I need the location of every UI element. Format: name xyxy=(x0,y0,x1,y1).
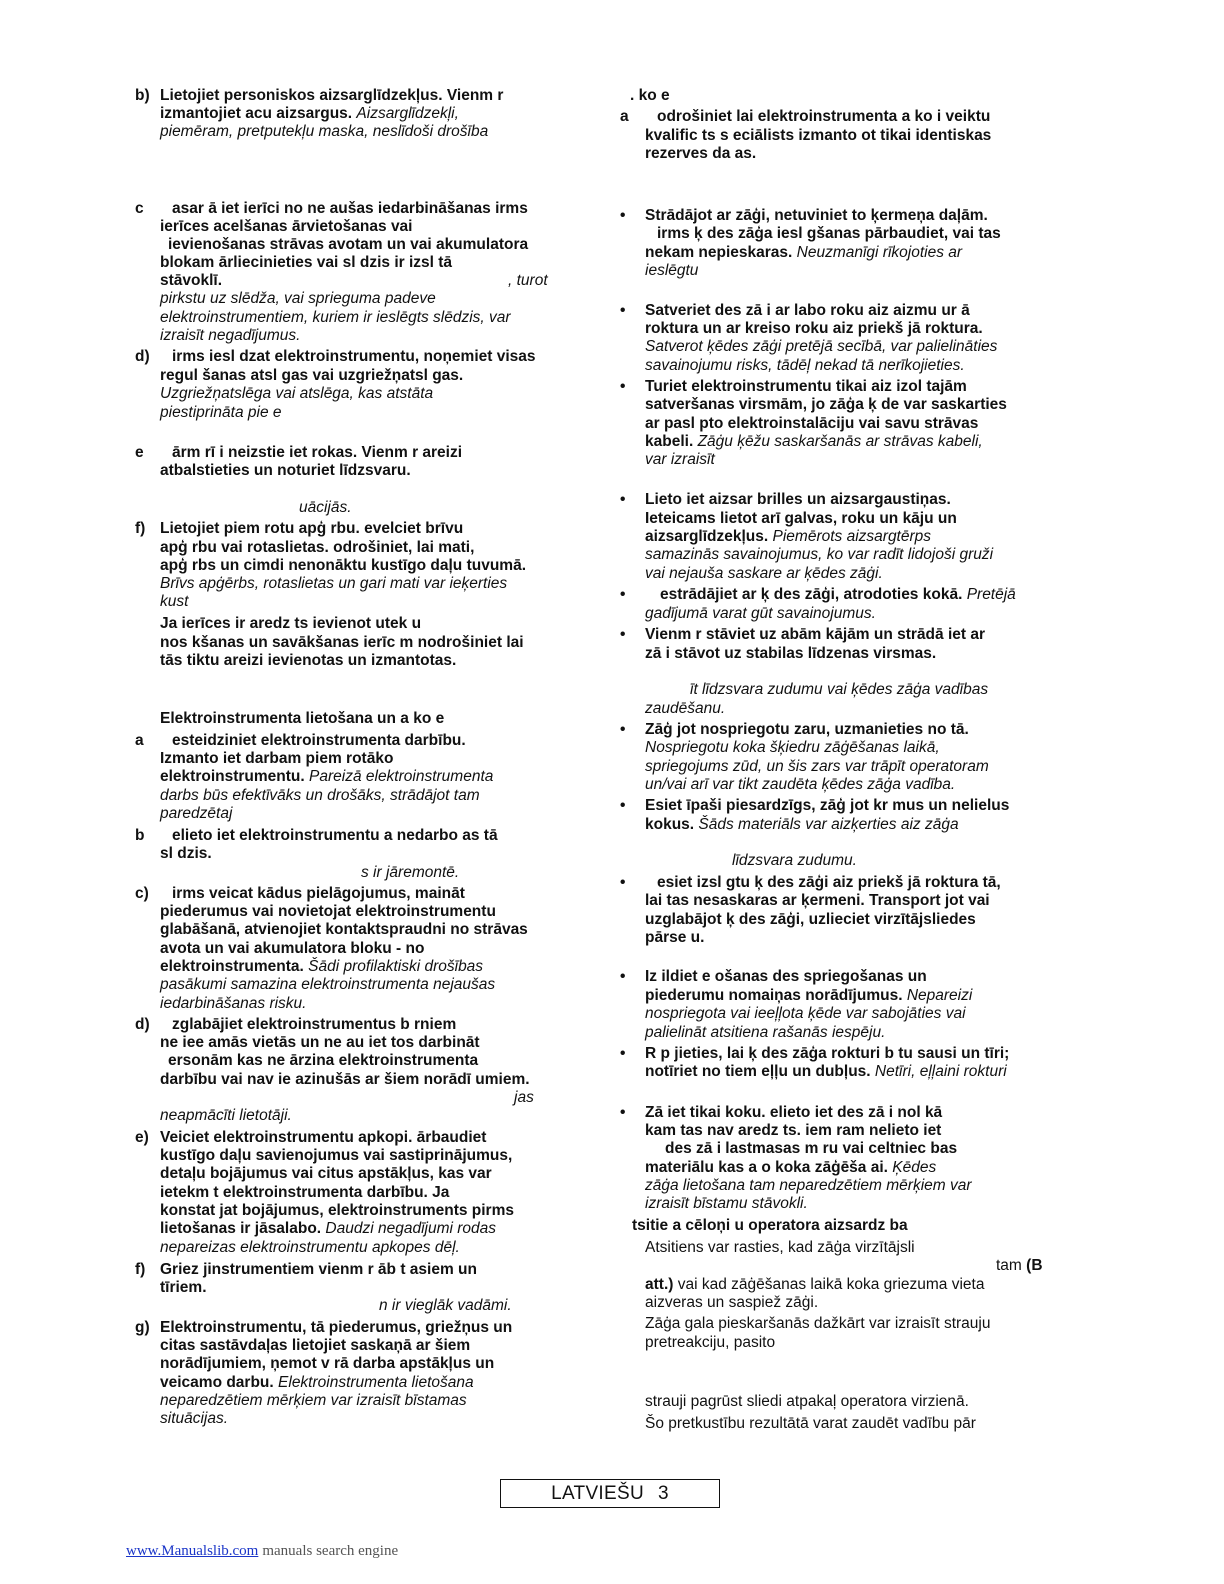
text-line: Strādājot ar zāģi, netuviniet to ķermeņa daļām. xyxy=(645,207,988,224)
text-line: konstat jat bojājumus, elektroinstruments pirms xyxy=(160,1202,514,1219)
text-line: izraisīt bīstamu stāvokli. xyxy=(645,1195,808,1212)
text-line: izmantojiet acu aizsargus. Aizsarglīdzekļi, xyxy=(160,105,459,122)
text-line: strauji pagrūst sliedi atpakaļ operatora virzienā. xyxy=(645,1393,969,1410)
text-line: materiālu kas a o koka zāģēša ai. Ķēdes xyxy=(645,1159,937,1176)
text-line: piederumus vai novietojat elektroinstrumentu xyxy=(160,903,496,920)
text-line: lietošanas ir jāsalabo. Daudzi negadījumi rodas xyxy=(160,1220,497,1237)
text-line: ietekm t elektroinstrumenta darbību. Ja xyxy=(160,1184,450,1201)
text-line: paredzētaj xyxy=(160,805,233,822)
text-line: darbību vai nav ie azinušās ar šiem norādī umiem. xyxy=(160,1071,530,1088)
item-marker: a xyxy=(620,108,629,125)
text-line: glabāšanā, atvienojiet kontaktspraudni no strāvas xyxy=(160,921,528,938)
text-line: Zāģ jot nospriegotu zaru, uzmanieties no tā. xyxy=(645,721,969,738)
bullet: • xyxy=(620,1045,626,1062)
item-marker: d) xyxy=(135,348,150,365)
text-line: att.) vai kad zāģēšanas laikā koka griezuma vieta xyxy=(645,1276,985,1293)
text-line: tās tiktu areizi ievienotas un izmantotas. xyxy=(160,652,457,669)
text-line: aizveras un saspiež zāģi. xyxy=(645,1294,819,1311)
text-line: elektroinstrumentiem, kuriem ir ieslēgts slēdzis, var xyxy=(160,309,511,326)
text-line: īt līdzsvara zudumu vai ķēdes zāģa vadības xyxy=(690,681,989,698)
text-line: tam (B xyxy=(996,1257,1043,1274)
text-line: kust xyxy=(160,593,189,610)
text-line: detaļu bojājumus vai citus apstākļus, kas var xyxy=(160,1165,492,1182)
text-line: zāģa lietošana tam neparedzētiem mērķiem var xyxy=(645,1177,972,1194)
text-line: pārse u. xyxy=(645,929,705,946)
text-line: esteidziniet elektroinstrumenta darbību. xyxy=(172,732,466,749)
item-marker: f) xyxy=(135,520,146,537)
text-line: , turot xyxy=(508,272,548,289)
text-line: Griez jinstrumentiem vienm r āb t asiem un xyxy=(160,1261,477,1278)
text-line: Iz ildiet e ošanas des spriegošanas un xyxy=(645,968,927,985)
bullet: • xyxy=(620,302,626,319)
text-line: zaudēšanu. xyxy=(645,700,726,717)
page-number: 3 xyxy=(657,1483,669,1504)
text-line: apģ rbs un cimdi nenonāktu kustīgo daļu tuvumā. xyxy=(160,557,527,574)
text-line: Brīvs apģērbs, rotaslietas un gari mati var ieķerties xyxy=(160,575,508,592)
text-line: Lieto iet aizsar brilles un aizsargaustiņas. xyxy=(645,491,951,508)
text-line: aizsarglīdzekļus. Piemērots aizsargtērps xyxy=(645,528,932,545)
item-marker: d) xyxy=(135,1016,150,1033)
text-line: rezerves da as. xyxy=(645,145,757,162)
text-line: elektroinstrumenta. Šādi profilaktiski drošības xyxy=(160,958,484,975)
text-line: sl dzis. xyxy=(160,845,212,862)
bullet: • xyxy=(620,586,626,603)
text-line: irms iesl dzat elektroinstrumentu, noņemiet visas xyxy=(172,348,536,365)
text-line: n ir vieglāk vadāmi. xyxy=(379,1297,512,1314)
item-marker: c) xyxy=(135,885,149,902)
text-line: s ir jāremontē. xyxy=(361,864,460,881)
text-line: pasākumi samazina elektroinstrumenta nejaušas xyxy=(160,976,496,993)
text-line: avota un vai akumulatora bloku - no xyxy=(160,940,425,957)
item-marker: b xyxy=(135,827,145,844)
text-line: irms ķ des zāģa iesl gšanas pārbaudiet, vai tas xyxy=(657,225,1001,242)
text-line: spriegojums zūd, un šis zars var trāpīt operatoram xyxy=(645,758,989,775)
text-line: izraisīt negadījumus. xyxy=(160,327,301,344)
text-line: R p jieties, lai ķ des zāģa rokturi b tu sausi un tīri; xyxy=(645,1045,1010,1062)
text-line: palielināt atsitiena rašanās iespēju. xyxy=(645,1024,886,1041)
text-line: estrādājiet ar ķ des zāģi, atrodoties kokā. Pretējā xyxy=(660,586,1016,603)
text-line: ar pasl pto elektroinstalāciju vai savu strāvas xyxy=(645,415,979,432)
text-line: notīriet no tiem eļļu un dubļus. Netīri, eļļaini rokturi xyxy=(645,1063,1007,1080)
text-line: Zāģa gala pieskaršanās dažkārt var izraisīt strauju xyxy=(645,1315,991,1332)
text-line: roktura un ar kreiso roku aiz priekš jā roktura. xyxy=(645,320,983,337)
watermark-text: manuals search engine xyxy=(262,1543,399,1559)
bullet: • xyxy=(620,626,626,643)
text-line: Izmanto iet darbam piem rotāko xyxy=(160,750,394,767)
text-line: var izraisīt xyxy=(645,451,715,468)
text-line: Elektroinstrumentu, tā piederumus, griežņus un xyxy=(160,1319,513,1336)
text-line: ieslēgtu xyxy=(645,262,699,279)
bullet: • xyxy=(620,721,626,738)
text-line: veicamo darbu. Elektroinstrumenta lietošana xyxy=(160,1374,474,1391)
item-marker: g) xyxy=(135,1319,150,1336)
text-line: nos kšanas un savākšanas ierīc m nodrošiniet lai xyxy=(160,634,524,651)
text-line: apģ rbu vai rotaslietas. odrošiniet, lai mati, xyxy=(160,539,475,556)
text-line: Šo pretkustību rezultātā varat zaudēt vadību pār xyxy=(645,1415,976,1432)
text-line: regul šanas atsl gas vai uzgriežņatsl gas. xyxy=(160,367,464,384)
text-line: gadījumā varat gūt savainojumus. xyxy=(645,605,876,622)
text-line: Turiet elektroinstrumentu tikai aiz izol tajām xyxy=(645,378,967,395)
text-line: Lietojiet piem rotu apģ rbu. evelciet brīvu xyxy=(160,520,464,537)
text-line: satveršanas virsmām, jo zāģa ķ de var saskarties xyxy=(645,396,1007,413)
text-line: pirkstu uz slēdža, vai sprieguma padeve xyxy=(160,290,436,307)
text-line: Ieteicams lietot arī galvas, roku un kāju un xyxy=(645,510,957,527)
bullet: • xyxy=(620,207,626,224)
text-line: blokam ārliecinieties vai sl dzis ir izsl tā xyxy=(160,254,453,271)
item-marker: e xyxy=(135,444,144,461)
text-line: citas sastāvdaļas lietojiet saskaņā ar šiem xyxy=(160,1337,471,1354)
section-heading: tsitie a cēloņi u operatora aizsardz ba xyxy=(632,1217,908,1234)
watermark xyxy=(126,1543,398,1560)
text-line: lai tas nesaskaras ar ķermeni. Transport jot vai xyxy=(645,892,990,909)
text-line: tīriem. xyxy=(160,1279,207,1296)
text-line: Esiet īpaši piesardzīgs, zāģ jot kr mus un nelielus xyxy=(645,797,1010,814)
text-line: kvalific ts s eciālists izmanto ot tikai identiskas xyxy=(645,127,992,144)
text-line: kam tas nav aredz ts. iem ram nelieto iet xyxy=(645,1122,942,1139)
manualslib-link[interactable]: www.Manualslib.com xyxy=(126,1543,259,1559)
text-line: situācijas. xyxy=(160,1410,229,1427)
text-line: jas xyxy=(514,1089,534,1106)
bullet: • xyxy=(620,378,626,395)
text-line: Lietojiet personiskos aizsarglīdzekļus. Vienm r xyxy=(160,87,504,104)
text-line: nepareizas elektroinstrumentu apkopes dēļ. xyxy=(160,1239,460,1256)
text-line: ersonām kas ne ārzina elektroinstrumenta xyxy=(168,1052,479,1069)
item-marker: e) xyxy=(135,1129,149,1146)
text-line: un/vai arī var tikt zaudēta ķēdes zāģa vadība. xyxy=(645,776,956,793)
item-marker: b) xyxy=(135,87,150,104)
text-line: vai nejauša saskare ar ķēdes zāģi. xyxy=(645,565,883,582)
text-line: Ja ierīces ir aredz ts ievienot utek u xyxy=(160,615,422,632)
text-line: līdzsvara zudumu. xyxy=(732,852,857,869)
text-line: piestiprināta pie e xyxy=(160,404,282,421)
text-line: neapmācīti lietotāji. xyxy=(160,1107,292,1124)
text-line: kabeli. Zāģu ķēžu saskaršanās ar strāvas kabeli, xyxy=(645,433,983,450)
text-line: uācijās. xyxy=(299,499,352,516)
text-line: nospriegota vai ieeļļota ķēde var sabojāties vai xyxy=(645,1005,966,1022)
item-marker: c xyxy=(135,200,144,217)
text-line: Vienm r stāviet uz abām kājām un strādā iet ar xyxy=(645,626,985,643)
text-line: Satveriet des zā i ar labo roku aiz aizmu ur ā xyxy=(645,302,970,319)
bullet: • xyxy=(620,874,626,891)
page-footer-label xyxy=(500,1479,720,1508)
text-line: darbs būs efektīvāks un drošāks, strādājot tam xyxy=(160,787,480,804)
text-line: savainojumu risks, tādēļ nekad tā nerīkojieties. xyxy=(645,357,965,374)
section-heading: . ko e xyxy=(630,87,670,104)
text-line: Satverot ķēdes zāģi pretējā secībā, var palielināties xyxy=(645,338,998,355)
text-line: Veiciet elektroinstrumentu apkopi. ārbaudiet xyxy=(160,1129,487,1146)
text-line: zā i stāvot uz stabilas līdzenas virsmas. xyxy=(645,645,937,662)
text-line: kustīgo daļu savienojumus vai sastiprinājumus, xyxy=(160,1147,513,1164)
text-line: stāvoklī. xyxy=(160,272,223,289)
text-line: pretreakciju, pasito xyxy=(645,1334,776,1351)
text-line: neparedzētiem mērķiem var izraisīt bīstamas xyxy=(160,1392,467,1409)
text-line: Uzgriežņatslēga vai atslēga, kas atstāta xyxy=(160,385,434,402)
text-line: Atsitiens var rasties, kad zāģa virzītājsli xyxy=(645,1239,915,1256)
text-line: elektroinstrumentu. Pareizā elektroinstrumenta xyxy=(160,768,494,785)
footer-language: LATVIEŠU xyxy=(551,1483,644,1504)
bullet: • xyxy=(620,968,626,985)
text-line: ievienošanas strāvas avotam un vai akumulatora xyxy=(168,236,529,253)
text-line: esiet izsl gtu ķ des zāģi aiz priekš jā roktura tā, xyxy=(657,874,1001,891)
text-line: elieto iet elektroinstrumentu a nedarbo as tā xyxy=(172,827,498,844)
text-line: ierīces acelšanas ārvietošanas vai xyxy=(160,218,413,235)
text-line: Zā iet tikai koku. elieto iet des zā i nol kā xyxy=(645,1104,943,1121)
text-line: nekam nepieskaras. Neuzmanīgi rīkojoties ar xyxy=(645,244,963,261)
bullet: • xyxy=(620,1104,626,1121)
text-line: odrošiniet lai elektroinstrumenta a ko i veiktu xyxy=(657,108,991,125)
text-line: irms veicat kādus pielāgojumus, maināt xyxy=(172,885,465,902)
text-line: samazinās savainojumus, ko var radīt lidojoši gruži xyxy=(645,546,994,563)
text-line: ārm rī i neizstie iet rokas. Vienm r areizi xyxy=(172,444,463,461)
bullet: • xyxy=(620,491,626,508)
text-line: piederumu nomaiņas norādījumus. Nepareizi xyxy=(645,987,973,1004)
text-line: Nospriegotu koka šķiedru zāģēšanas laikā, xyxy=(645,739,940,756)
text-line: ne iee amās vietās un ne au iet tos darbināt xyxy=(160,1034,480,1051)
text-line: norādījumiem, ņemot v rā darba apstākļus un xyxy=(160,1355,495,1372)
text-line: zglabājiet elektroinstrumentus b rniem xyxy=(172,1016,457,1033)
text-line: piemēram, pretputekļu maska, neslīdoši drošība xyxy=(160,123,489,140)
item-marker: a xyxy=(135,732,144,749)
text-line: uzglabājot ķ des zāģi, uzlieciet virzītājsliedes xyxy=(645,911,976,928)
bullet: • xyxy=(620,797,626,814)
text-line: iedarbināšanas risku. xyxy=(160,995,307,1012)
text-line: kokus. Šāds materiāls var aizķerties aiz zāģa xyxy=(645,816,959,833)
text-line: atbalstieties un noturiet līdzsvaru. xyxy=(160,462,411,479)
text-line: des zā i lastmasas m ru vai celtniec bas xyxy=(665,1140,958,1157)
item-marker: f) xyxy=(135,1261,146,1278)
text-line: asar ā iet ierīci no ne aušas iedarbināšanas irms xyxy=(172,200,528,217)
section-heading: Elektroinstrumenta lietošana un a ko e xyxy=(160,710,445,727)
